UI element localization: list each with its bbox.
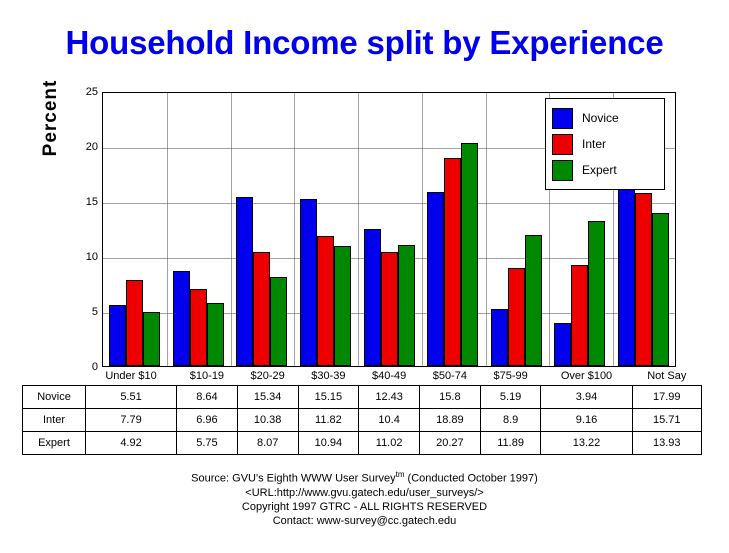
legend-item bbox=[552, 157, 658, 183]
table-cell: 5.75 bbox=[177, 432, 238, 455]
plot-frame bbox=[102, 92, 676, 367]
table-header-row bbox=[23, 367, 702, 386]
plot-area bbox=[40, 79, 676, 373]
table-cell: 11.82 bbox=[298, 409, 359, 432]
table-cell: 6.96 bbox=[177, 409, 238, 432]
footer-tm: tm bbox=[395, 470, 405, 479]
x-axis-category-label: Not Say bbox=[647, 370, 687, 382]
bar-group bbox=[357, 93, 421, 366]
footer-source-line bbox=[0, 468, 729, 486]
table-cell: 3.94 bbox=[541, 386, 632, 409]
bar-novice bbox=[618, 168, 635, 366]
bar-expert bbox=[588, 221, 605, 366]
legend-swatch bbox=[552, 134, 573, 155]
bar-expert bbox=[398, 245, 415, 366]
footer bbox=[0, 468, 729, 528]
bar-expert bbox=[334, 246, 351, 366]
x-axis-category-label: Under $10 bbox=[105, 370, 157, 382]
y-tick-label: 25 bbox=[85, 86, 98, 98]
bar-group bbox=[167, 93, 231, 366]
x-axis-category-label: $30-39 bbox=[311, 370, 346, 382]
legend-swatch bbox=[552, 160, 573, 181]
table-row bbox=[23, 386, 702, 409]
table-cell: 12.43 bbox=[359, 386, 420, 409]
y-tick-label: 20 bbox=[85, 141, 98, 153]
table-cell: 15.34 bbox=[237, 386, 298, 409]
table-cell: 8.07 bbox=[237, 432, 298, 455]
table-cell: 10.94 bbox=[298, 432, 359, 455]
x-axis-category-label: $20-29 bbox=[250, 370, 285, 382]
bar-inter bbox=[444, 158, 461, 366]
bar-expert bbox=[461, 143, 478, 366]
bar-inter bbox=[635, 193, 652, 366]
bar-group bbox=[484, 93, 548, 366]
bar-expert bbox=[270, 277, 287, 366]
bar-novice bbox=[300, 199, 317, 366]
table-cell: 17.99 bbox=[632, 386, 701, 409]
legend-label: Novice bbox=[582, 111, 619, 125]
table-cell: 18.89 bbox=[420, 409, 481, 432]
x-axis-category-label: $75-99 bbox=[493, 370, 528, 382]
table-cell: 11.02 bbox=[359, 432, 420, 455]
footer-copyright: Copyright 1997 GTRC - ALL RIGHTS RESERVED bbox=[241, 500, 488, 513]
x-axis-category-label: $10-19 bbox=[189, 370, 225, 382]
y-axis-label: Percent bbox=[40, 79, 61, 157]
bar-novice bbox=[173, 271, 190, 366]
table-cell: 10.38 bbox=[237, 409, 298, 432]
bar-group bbox=[230, 93, 294, 366]
footer-source-date: (Conducted October 1997) bbox=[404, 472, 538, 485]
table-cell: 10.4 bbox=[359, 409, 420, 432]
page-title: Household Income split by Experience bbox=[65, 24, 664, 61]
table-cell: 9.16 bbox=[541, 409, 632, 432]
bar-inter bbox=[190, 289, 207, 366]
x-axis-category-label: $50-74 bbox=[432, 370, 467, 382]
y-tick-label: 15 bbox=[85, 196, 98, 208]
table-cell: 5.51 bbox=[86, 386, 177, 409]
table-cell: 7.79 bbox=[86, 409, 177, 432]
footer-contact: Contact: www-survey@cc.gatech.edu bbox=[272, 514, 457, 527]
legend-item bbox=[552, 131, 658, 157]
table-cell: 5.19 bbox=[480, 386, 541, 409]
data-table bbox=[22, 367, 702, 455]
y-axis-ticks bbox=[62, 86, 102, 373]
bar-inter bbox=[508, 268, 525, 366]
legend bbox=[545, 98, 665, 190]
bar-novice bbox=[236, 197, 253, 366]
bar-inter bbox=[253, 252, 270, 366]
bar-expert bbox=[207, 303, 224, 366]
legend-item bbox=[552, 105, 658, 131]
legend-swatch bbox=[552, 108, 573, 129]
table-cell: 11.89 bbox=[480, 432, 541, 455]
table-cell: 20.27 bbox=[420, 432, 481, 455]
bar-novice bbox=[427, 192, 444, 366]
table-cell: 4.92 bbox=[86, 432, 177, 455]
table-row-header: Novice bbox=[23, 386, 86, 409]
bar-inter bbox=[381, 252, 398, 366]
bar-inter bbox=[126, 280, 143, 366]
y-tick-label: 0 bbox=[91, 361, 98, 373]
bar-novice bbox=[109, 305, 126, 366]
bar-inter bbox=[571, 265, 588, 366]
x-axis-category-label: Over $100 bbox=[560, 370, 613, 382]
table-row bbox=[23, 409, 702, 432]
bar-novice bbox=[554, 323, 571, 366]
bar-inter bbox=[317, 236, 334, 366]
bar-group bbox=[103, 93, 167, 366]
table-cell: 13.22 bbox=[541, 432, 632, 455]
table-cell: 15.71 bbox=[632, 409, 701, 432]
table-row bbox=[23, 432, 702, 455]
y-tick-label: 5 bbox=[91, 306, 98, 318]
table-cell: 13.93 bbox=[632, 432, 701, 455]
bar-expert bbox=[652, 213, 669, 366]
x-axis-category-label: $40-49 bbox=[372, 370, 407, 382]
legend-label: Expert bbox=[582, 163, 617, 177]
table-row-header: Expert bbox=[23, 432, 86, 455]
legend-label: Inter bbox=[582, 137, 607, 151]
footer-source-text: Source: GVU's Eighth WWW User Survey bbox=[191, 472, 396, 485]
table-cell: 15.8 bbox=[420, 386, 481, 409]
bar-novice bbox=[491, 309, 508, 366]
bar-expert bbox=[143, 312, 160, 366]
table-cell: 8.9 bbox=[480, 409, 541, 432]
bar-expert bbox=[525, 235, 542, 366]
bar-group bbox=[294, 93, 358, 366]
footer-url: <URL:http://www.gvu.gatech.edu/user_surveys/> bbox=[245, 486, 484, 499]
table-corner-cell bbox=[23, 367, 86, 386]
bar-novice bbox=[364, 229, 381, 366]
table-cell: 8.64 bbox=[177, 386, 238, 409]
table-cell: 15.15 bbox=[298, 386, 359, 409]
y-tick-label: 10 bbox=[85, 251, 98, 263]
bar-group bbox=[421, 93, 485, 366]
table-row-header: Inter bbox=[23, 409, 86, 432]
